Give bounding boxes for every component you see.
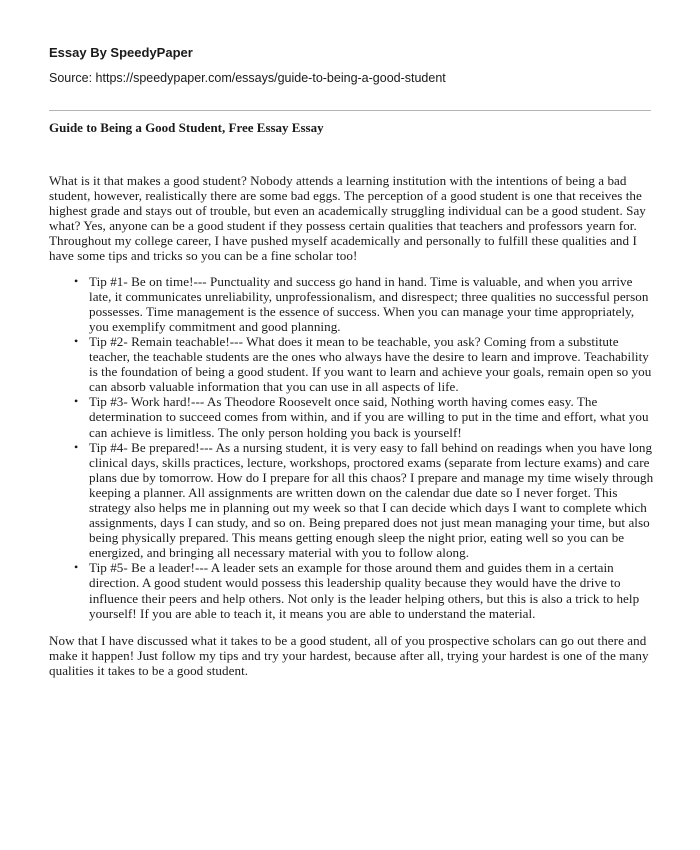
bullet-icon: • [74, 333, 79, 348]
essay-body [49, 173, 655, 678]
tip-text: Tip #5- Be a leader!--- A leader sets an example for those around them and guides them in a certain direction. A good student would possess this leadership quality because they would have the drive to influence their peers and help others. Not only is the leader helping others, but this is also a trick to help yourself! If you are able to teach it, it means you are able to understand the material. [89, 560, 640, 621]
tips-list [49, 274, 655, 621]
bullet-icon: • [74, 560, 79, 575]
essay-title: Guide to Being a Good Student, Free Essay Essay [49, 120, 324, 135]
list-item [74, 560, 655, 621]
list-item [74, 333, 655, 395]
list-item [74, 273, 655, 334]
intro-paragraph: What is it that makes a good student? Nobody attends a learning institution with the intentions of being a bad student, however, realistically there are some bad eggs. The perception of a good student is one that receives the highest grade and stays out of trouble, but even an academically struggling individual can be a good student. Say what? Yes, anyone can be a good student if they possess certain qualities that teachers and professors yearn for. Throughout my college career, I have pushed myself academically and personally to fulfill these qualities and I have some tips and tricks so you can be a fine scholar too! [49, 173, 646, 264]
bullet-icon: • [74, 273, 79, 288]
source-line: Source: https://speedypaper.com/essays/guide-to-being-a-good-student [49, 71, 446, 85]
header-divider [49, 110, 651, 111]
list-item [74, 394, 655, 440]
tip-text: Tip #2- Remain teachable!--- What does it mean to be teachable, you ask? Coming from a substitute teacher, the teachable students are the ones who always have the desire to learn and improve. Teachability is the foundation of being a good student. If you want to learn and achieve your goals, remain open so you can absorb valuable information that you can use in all aspects of life. [89, 333, 652, 395]
list-item [74, 439, 655, 561]
tip-text: Tip #4- Be prepared!--- As a nursing student, it is very easy to fall behind on readings when you have long clinical days, skills practices, lecture, workshops, proctored exams (separate from lecture exams) and care plans due by tomorrow. How do I prepare for all this chaos? I prepare and manage my time wisely through keeping a planner. All assignments are written down on the calendar due date so I never forget. This strategy also helps me in planning out my week so that I can decide which days I want to complete which assignments, days I can study, and so on. Being prepared does not just mean managing your time, but also being physically prepared. This means getting enough sleep the night prior, eating well so you can be energized, and bringing all necessary material with you to follow along. [89, 439, 654, 561]
brand-line: Essay By SpeedyPaper [49, 45, 193, 60]
bullet-icon: • [74, 439, 79, 454]
bullet-icon: • [74, 394, 79, 409]
conclusion-paragraph: Now that I have discussed what it takes to be a good student, all of you prospective scholars can go out there and make it happen! Just follow my tips and try your hardest, because after all, trying your hardest is one of the many qualities it takes to be a good student. [49, 632, 649, 678]
tip-text: Tip #3- Work hard!--- As Theodore Roosevelt once said, Nothing worth having comes easy. The determination to succeed comes from within, and if you are willing to put in the time and effort, what you can achieve is limitless. The only person holding you back is yourself! [89, 394, 649, 440]
tip-text: Tip #1- Be on time!--- Punctuality and success go hand in hand. Time is valuable, and when you arrive late, it communicates unreliability, unprofessionalism, and disrespect; three qualities no successful person possesses. Time management is the essence of success. When you can manage your time appropriately, you exemplify commitment and good planning. [89, 273, 649, 334]
